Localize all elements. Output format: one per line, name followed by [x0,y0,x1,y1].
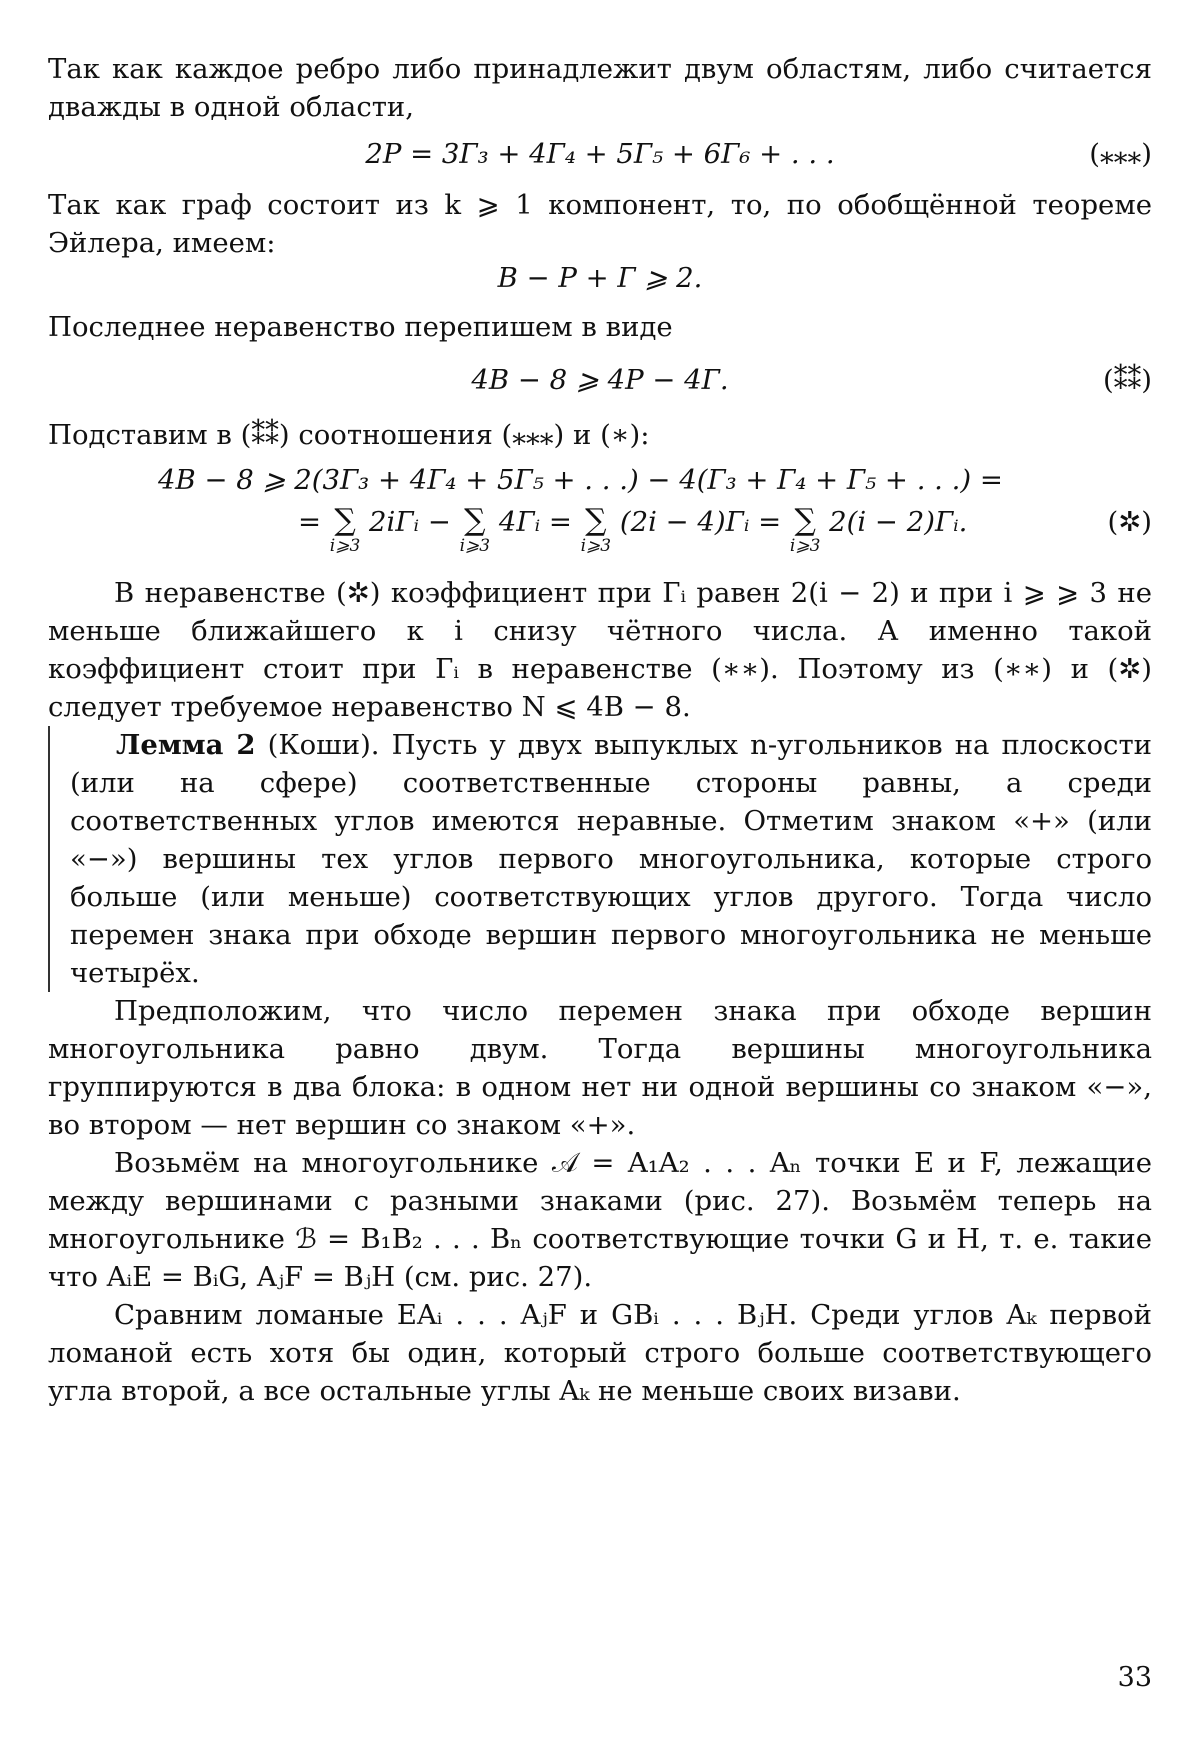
equation-euler [48,262,1152,308]
eq-part-3: (2i − 4)Гᵢ = [619,506,790,538]
paragraph-4: Подставим в (⁑⁑) соотношения (⁎⁎⁎) и (∗): [48,419,650,451]
lemma-title: Лемма 2 [116,729,256,761]
equation-rewritten-formula: 4В − 8 ⩾ 4Р − 4Г. [471,364,729,396]
paragraph-6: Предположим, что число перемен знака при обходе вершин многоугольника равно двум. Тогда вершины многоугольника группируются в два блока: в одном нет ни одной вершины со знаком «−», во втором — нет вершин со знаком «+». [48,995,1152,1141]
paragraph-5: В неравенстве (✲) коэффициент при Гᵢ равен 2(i − 2) и при i ⩾ ⩾ 3 не меньше ближайшего к i снизу чётного числа. А именно такой коэффициент стоит при Гᵢ в неравенстве (∗∗). Поэтому из (∗∗) и (✲) следует требуемое неравенство N ⩽ 4В − 8. [48,577,1152,723]
lemma-body: (Коши). Пусть у двух выпуклых n-угольников на плоскости (или на сфере) соответственные стороны равны, а среди соответственных углов имеются неравные. Отметим знаком «+» (или «−») вершины тех углов первого многоугольника, которые строго больше (или меньше) соответствующих углов другого. Тогда число перемен знака при обходе вершин первого многоугольника не меньше четырёх. [70,729,1152,989]
paragraph-7: Возьмём на многоугольнике 𝒜 = A₁A₂ . . . Aₙ точки E и F, лежащие между вершинами с разными знаками (рис. 27). Возьмём теперь на многоугольнике ℬ = B₁B₂ . . . Bₙ соответствующие точки G и H, т. е. такие что AᵢE = BᵢG, AⱼF = BⱼH (см. рис. 27). [48,1147,1152,1293]
equation-substitution-tag: (✲) [1107,506,1152,538]
eq-part-2: 4Гᵢ = [498,506,581,538]
equation-substitution [48,454,1152,574]
equation-edges-tag: (⁎⁎⁎) [1089,138,1152,170]
paragraph-1: Так как каждое ребро либо принадлежит двум областям, либо считается дважды в одной области, [48,53,1152,123]
equation-rewritten [48,346,1152,416]
paragraph-3: Последнее неравенство перепишем в виде [48,311,673,343]
lemma-text [70,726,1152,992]
equation-euler-formula: В − Р + Г ⩾ 2. [497,262,703,294]
sum-symbol: ∑ i⩾3 [329,503,361,556]
equation-rewritten-tag: (⁑⁑) [1103,364,1152,396]
paragraph-2: Так как граф состоит из k ⩾ 1 компонент, то, по обобщённой теореме Эйлера, имеем: [48,189,1152,259]
sum-symbol: ∑ i⩾3 [459,503,491,556]
equation-edges-formula: 2P = 3Г₃ + 4Г₄ + 5Г₅ + 6Г₆ + . . . [365,138,835,170]
sum-symbol: ∑ i⩾3 [789,503,821,556]
page-body [48,50,1152,1410]
lemma-block [48,726,1152,992]
page-number: 33 [1117,1662,1152,1693]
eq-part-0: = [298,506,330,538]
paragraph-8: Сравним ломаные EAᵢ . . . AⱼF и GBᵢ . . . BⱼH. Среди углов Aₖ первой ломаной есть хотя бы один, который строго больше соответствующего угла второй, а все остальные углы Aₖ не меньше своих визави. [48,1299,1152,1407]
sum-symbol: ∑ i⩾3 [580,503,612,556]
equation-edges [48,126,1152,186]
equation-substitution-line1: 4В − 8 ⩾ 2(3Г₃ + 4Г₄ + 5Г₅ + . . .) − 4(Г₃ + Г₄ + Г₅ + . . .) = [158,464,1003,496]
eq-part-1: 2iГᵢ − [369,506,460,538]
eq-part-4: 2(i − 2)Гᵢ. [829,506,968,538]
equation-substitution-line2 [298,503,968,556]
